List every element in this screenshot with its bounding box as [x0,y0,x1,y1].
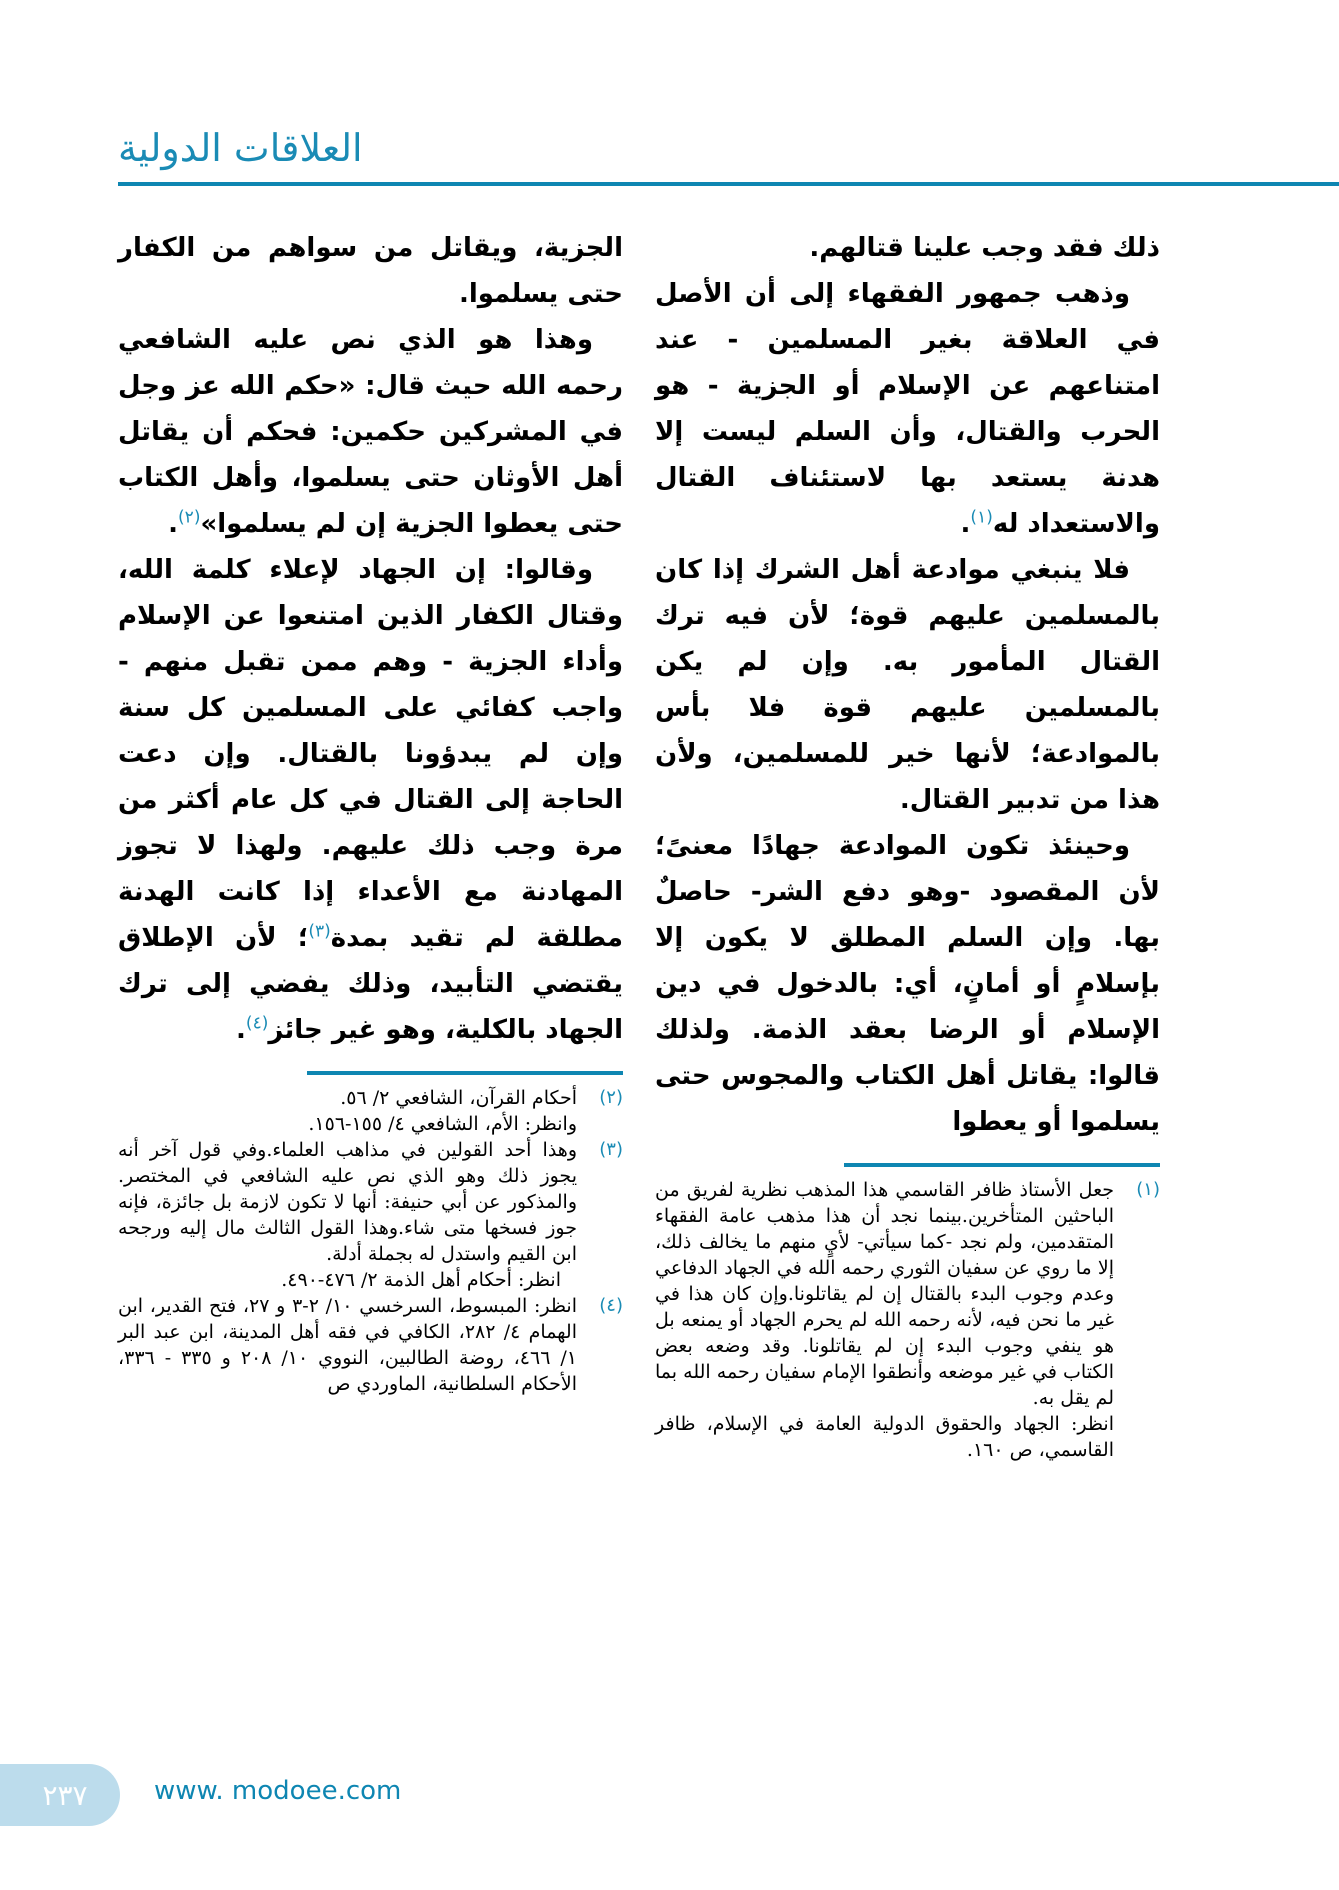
footnote-source: انظر: الجهاد والحقوق الدولية العامة في الإسلام، ظافر القاسمي، ص ١٦٠. [655,1413,1114,1461]
page-number: ٢٣٧ [42,1778,88,1812]
footnote-ref[interactable]: (٢) [178,507,201,528]
footnote-text: انظر: المبسوط، السرخسي ١٠/ ٢-٣ و ٢٧، فتح القدير، ابن الهمام ٤/ ٢٨٢، الكافي في فقه أهل المدينة، ابن عبد البر ١/ ٤٦٦، روضة الطالبين، النووي ١٠/ ٢٠٨ و ٣٣٥ - ٣٣٦، الأحكام السلطانية، الماوردي ص [118,1295,577,1395]
footnote-divider [844,1163,1160,1167]
main-column-left [118,225,623,1053]
paragraph-tail: . [960,509,971,539]
paragraph-text: وحينئذ تكون الموادعة جهادًا معنىً؛ لأن المقصود -وهو دفع الشر- حاصلٌ بها. وإن السلم المطلق لا يكون إلا بإسلامٍ أو أمانٍ، أي: بالدخول في دين الإسلام أو الرضا بعقد الذمة. ولذلك قالوا: يقاتل أهل الكتاب والمجوس حتى يسلموا أو يعطوا [655,831,1160,1137]
paragraph-text: فلا ينبغي موادعة أهل الشرك إذا كان بالمسلمين عليهم قوة؛ لأن فيه ترك القتال المأمور به. وإن لم يكن بالمسلمين عليهم قوة فلا بأس بالموادعة؛ لأنها خير للمسلمين، ولأن هذا من تدبير القتال. [655,555,1160,815]
paragraph-text: الجزية، ويقاتل من سواهم من الكفار حتى يسلموا. [118,233,623,309]
footnote-source: وانظر: الأم، الشافعي ٤/ ١٥٥-١٥٦. [308,1113,577,1135]
footnote-block-right [655,1163,1160,1463]
footnote-number: (١) [1136,1179,1160,1200]
paragraph-text: وقالوا: إن الجهاد لإعلاء كلمة الله، وقتال الكفار الذين امتنعوا عن الإسلام وأداء الجزية - وهم ممن تقبل منهم - واجب كفائي على المسلمين كل سنة وإن لم يبدؤونا بالقتال. وإن دعت الحاجة إلى القتال في كل عام أكثر من مرة وجب ذلك عليهم. ولهذا لا تجوز المهادنة مع الأعداء إذا كانت الهدنة مطلقة لم تقيد بمدة [118,555,623,953]
footnote-source: انظر: أحكام أهل الذمة ٢/ ٤٧٦-٤٩٠. [281,1269,561,1291]
footnote-ref[interactable]: (١) [970,507,993,528]
running-header-title: العلاقات الدولية [118,126,363,170]
paragraph [655,547,1160,823]
footnote-text: جعل الأستاذ ظافر القاسمي هذا المذهب نظرية لفريق من الباحثين المتأخرين.بينما نجد أن هذا مذهب عامة الفقهاء المتقدمين، ولم نجد -كما سيأتي- لأيٍ منهم ما يخالف ذلك، إلا ما روي عن سفيان الثوري رحمه الله في الجهاد الدفاعي وعدم وجوب البدء بالقتال إن لم يقاتلونا.وإن كان هذا في غير ما نحن فيه، لأنه رحمه الله لم يحرم الجهاد أو يمنعه بل هو ينفي وجوب البدء إن لم يقاتلونا. وقد وضعه بعض الكتاب في غير موضعه وأنطقوا الإمام سفيان رحمه الله بما لم يقل به. [655,1179,1114,1409]
paragraph [118,317,623,547]
footnote-number: (٢) [599,1087,623,1108]
footnote-text: أحكام القرآن، الشافعي ٢/ ٥٦. [340,1087,577,1109]
footnote [118,1137,623,1293]
footnotes-left [118,1085,623,1397]
paragraph-tail: . [236,1015,246,1045]
paragraph-text: وهذا هو الذي نص عليه الشافعي رحمه الله حيث قال: «حكم الله عز وجل في المشركين حكمين: فحكم أن يقاتل أهل الأوثان حتى يسلموا، وأهل الكتاب حتى يعطوا الجزية إن لم يسلموا» [118,325,623,539]
two-column-body [118,225,1160,1463]
footnote-body [118,1293,577,1397]
column-left [118,225,623,1463]
footnote-body [655,1177,1114,1463]
column-right [655,225,1160,1463]
footnote [118,1085,623,1137]
footnote [655,1177,1160,1463]
footnotes-right [655,1177,1160,1463]
paragraph [655,271,1160,547]
paragraph-text: ؛ لأن الإطلاق يقتضي التأبيد، وذلك يفضي إلى ترك الجهاد بالكلية، وهو غير جائز [118,923,623,1045]
paragraph-tail: . [168,509,179,539]
footnote-divider [307,1071,623,1075]
paragraph [118,547,623,1053]
paragraph [118,225,623,317]
paragraph [655,225,1160,271]
page-number-badge [0,1764,120,1826]
footnote [118,1293,623,1397]
footnote-body [118,1085,577,1137]
page-footer [0,1764,1339,1834]
paragraph-text: ذلك فقد وجب علينا قتالهم. [809,233,1160,263]
main-column-right [655,225,1160,1145]
footnote-body [118,1137,577,1293]
footnote-ref[interactable]: (٣) [308,921,331,942]
footnote-block-left [118,1071,623,1463]
website-link[interactable]: www. modoee.com [154,1776,402,1806]
footnote-number: (٣) [599,1139,623,1160]
footnote-text: وهذا أحد القولين في مذاهب العلماء.وفي قول آخر أنه يجوز ذلك وهو الذي نص عليه الشافعي في المختصر. والمذكور عن أبي حنيفة: أنها لا تكون لازمة بل جائزة، فإنه جوز فسخها متى شاء.وهذا القول الثالث مال إليه ورجحه ابن القيم واستدل له بجملة أدلة. [118,1139,577,1265]
paragraph-text: وذهب جمهور الفقهاء إلى أن الأصل في العلاقة بغير المسلمين - عند امتناعهم عن الإسلام أو الجزية - هو الحرب والقتال، وأن السلم ليست إلا هدنة يستعد بها لاستئناف القتال والاستعداد له [655,279,1160,539]
paragraph [655,823,1160,1145]
footnote-ref[interactable]: (٤) [245,1013,269,1034]
footnote-number: (٤) [599,1295,623,1316]
header-divider [118,182,1339,186]
